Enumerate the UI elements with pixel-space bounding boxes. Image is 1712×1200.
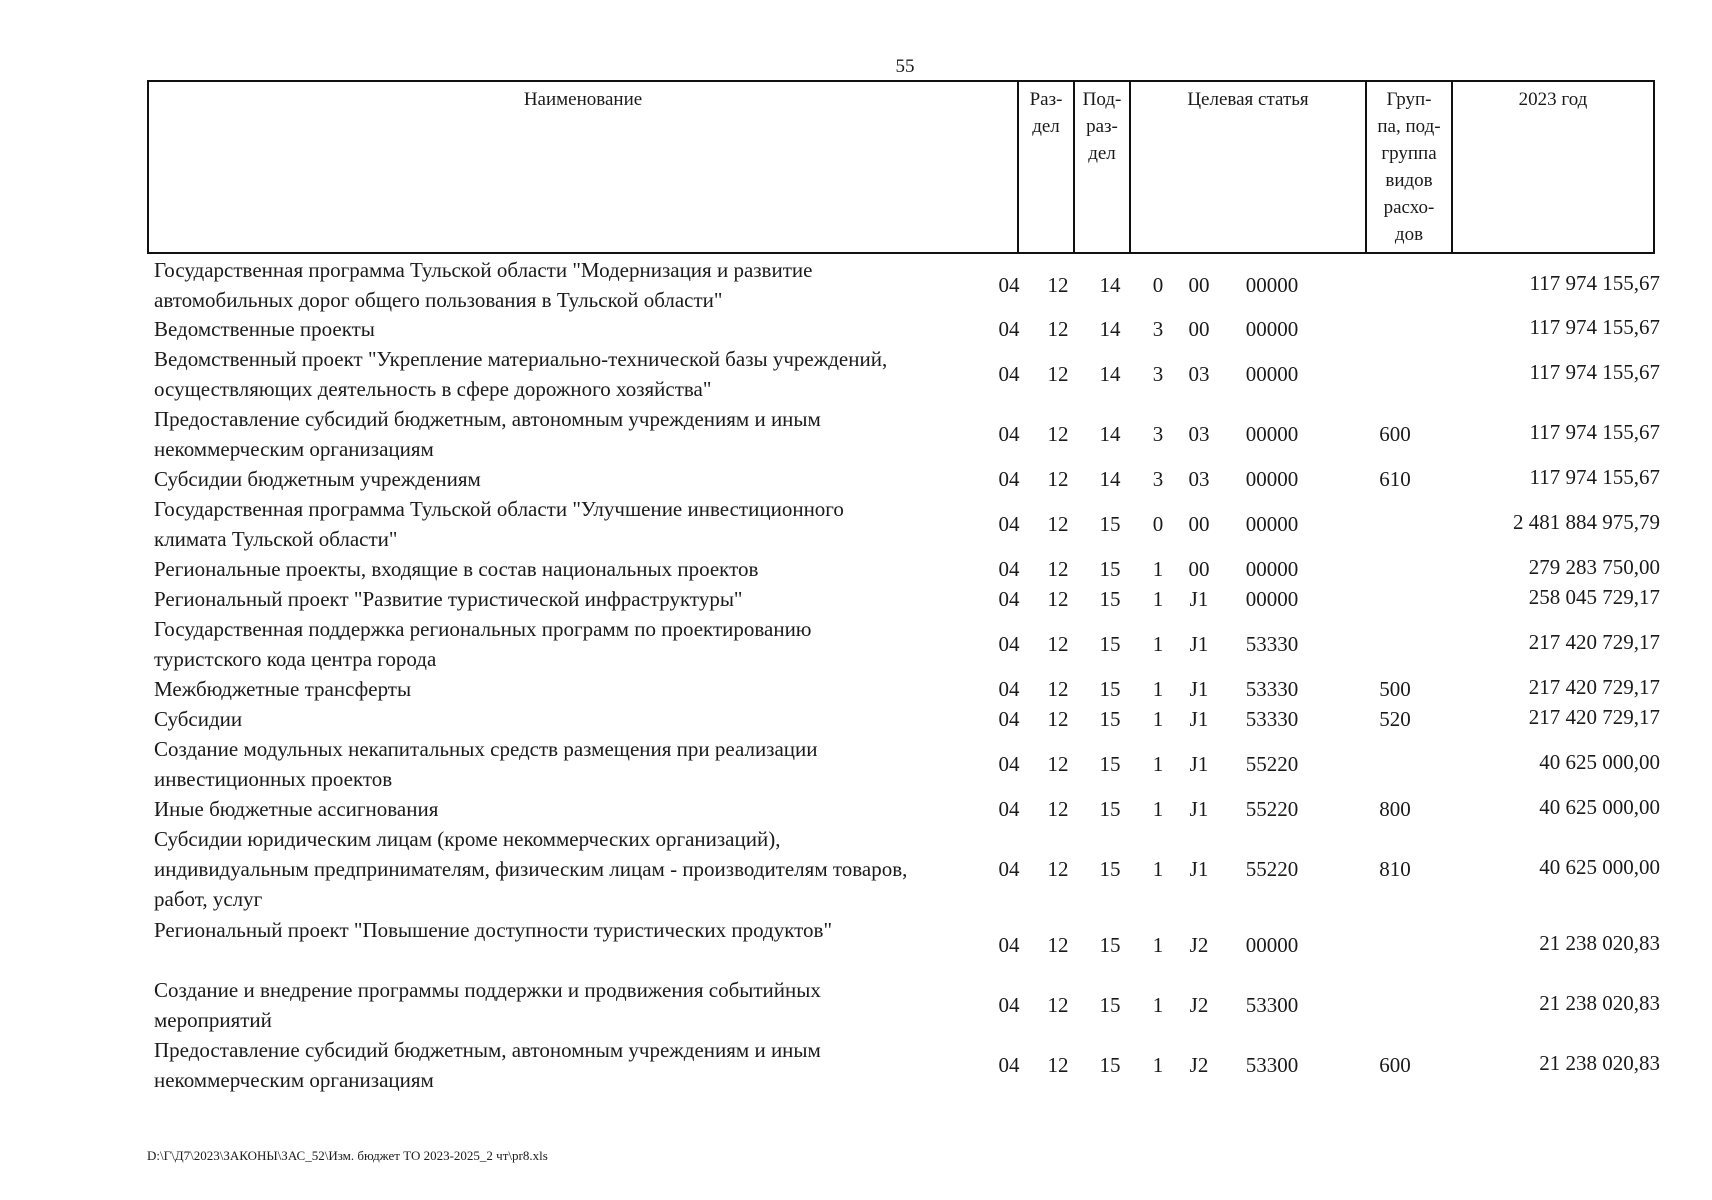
- row-rz: 04: [998, 317, 1020, 341]
- row-c2: 1: [1152, 677, 1164, 701]
- row-c2: 3: [1152, 467, 1164, 491]
- row-c1: 15: [1099, 993, 1121, 1017]
- table-row: [150, 494, 1660, 554]
- row-rz: 04: [998, 993, 1020, 1017]
- row-c3: J1: [1189, 587, 1209, 611]
- row-pr: 12: [1047, 1053, 1069, 1077]
- row-rz: 04: [998, 707, 1020, 731]
- row-rz: 04: [998, 677, 1020, 701]
- row-c2: 1: [1152, 797, 1164, 821]
- row-c1: 14: [1099, 422, 1121, 446]
- row-c4: 53330: [1245, 677, 1299, 701]
- row-amount: 21 238 020,83: [1539, 1051, 1660, 1075]
- row-name: Государственная программа Тульской области "Модернизация и развитие автомобильных дорог общего пользования в Тульской области": [154, 258, 813, 312]
- row-c1: 14: [1099, 467, 1121, 491]
- table-row: [150, 404, 1660, 464]
- header-group: Груп- па, под- группа видов расхо- дов: [1367, 82, 1453, 252]
- row-name: Региональные проекты, входящие в состав национальных проектов: [154, 557, 759, 581]
- row-rz: 04: [998, 857, 1020, 881]
- row-rz: 04: [998, 273, 1020, 297]
- row-c2: 0: [1152, 512, 1164, 536]
- table-row: [150, 674, 1660, 704]
- row-c1: 15: [1099, 1053, 1121, 1077]
- row-c1: 14: [1099, 273, 1121, 297]
- header-razdel: Раз- дел: [1019, 82, 1075, 252]
- row-pr: 12: [1047, 707, 1069, 731]
- table-row: [150, 464, 1660, 494]
- row-amount: 258 045 729,17: [1528, 585, 1660, 609]
- row-c2: 1: [1152, 857, 1164, 881]
- row-name: Предоставление субсидий бюджетным, автономным учреждениям и иным некоммерческим организациям: [154, 407, 821, 461]
- table-header: [147, 80, 1655, 254]
- row-pr: 12: [1047, 362, 1069, 386]
- row-c4: 00000: [1245, 933, 1299, 957]
- row-name: Межбюджетные трансферты: [154, 677, 412, 701]
- row-name: Субсидии юридическим лицам (кроме некоммерческих организаций), индивидуальным предпринимателям, физическим лицам - производителям товаров, работ, услуг: [154, 827, 908, 911]
- table-row: [150, 975, 1660, 1035]
- row-c1: 15: [1099, 557, 1121, 581]
- row-rz: 04: [998, 632, 1020, 656]
- row-c1: 14: [1099, 317, 1121, 341]
- row-pr: 12: [1047, 317, 1069, 341]
- header-year: 2023 год: [1518, 89, 1588, 110]
- row-c3: 03: [1188, 467, 1210, 491]
- table-row: [150, 704, 1660, 734]
- row-amount: 279 283 750,00: [1528, 555, 1660, 579]
- row-c4: 00000: [1245, 273, 1299, 297]
- row-c3: J1: [1189, 752, 1209, 776]
- row-name: Иные бюджетные ассигнования: [154, 797, 439, 821]
- row-c3: J2: [1189, 1053, 1209, 1077]
- row-pr: 12: [1047, 993, 1069, 1017]
- row-c4: 55220: [1245, 797, 1299, 821]
- row-name: Ведомственный проект "Укрепление материально-технической базы учреждений, осуществляющих деятельность в сфере дорожного хозяйства": [154, 347, 888, 401]
- row-c2: 1: [1152, 557, 1164, 581]
- row-amount: 217 420 729,17: [1528, 630, 1660, 654]
- row-pr: 12: [1047, 677, 1069, 701]
- row-c2: 1: [1152, 993, 1164, 1017]
- row-amount: 117 974 155,67: [1529, 420, 1660, 444]
- row-c4: 00000: [1245, 512, 1299, 536]
- table-row: [150, 344, 1660, 404]
- row-pr: 12: [1047, 933, 1069, 957]
- row-c3: 03: [1188, 362, 1210, 386]
- row-c3: 00: [1188, 273, 1210, 297]
- row-amount: 217 420 729,17: [1528, 705, 1660, 729]
- row-amount: 21 238 020,83: [1539, 931, 1660, 955]
- row-c4: 53330: [1245, 707, 1299, 731]
- row-vr: 600: [1379, 1053, 1411, 1077]
- row-c1: 15: [1099, 677, 1121, 701]
- row-amount: 40 625 000,00: [1539, 795, 1660, 819]
- row-c4: 00000: [1245, 587, 1299, 611]
- row-rz: 04: [998, 422, 1020, 446]
- row-c3: J1: [1189, 797, 1209, 821]
- row-c3: J1: [1189, 632, 1209, 656]
- row-rz: 04: [998, 752, 1020, 776]
- row-c3: J2: [1189, 993, 1209, 1017]
- row-c4: 00000: [1245, 467, 1299, 491]
- row-pr: 12: [1047, 587, 1069, 611]
- row-c3: 00: [1188, 512, 1210, 536]
- row-c2: 0: [1152, 273, 1164, 297]
- row-pr: 12: [1047, 273, 1069, 297]
- table-row: [150, 314, 1660, 344]
- row-rz: 04: [998, 1053, 1020, 1077]
- row-amount: 117 974 155,67: [1529, 360, 1660, 384]
- row-c4: 53300: [1245, 1053, 1299, 1077]
- row-name: Субсидии: [154, 707, 243, 731]
- row-vr: 520: [1379, 707, 1411, 731]
- row-rz: 04: [998, 512, 1020, 536]
- row-name: Создание и внедрение программы поддержки и продвижения событийных мероприятий: [154, 978, 821, 1032]
- header-podrazdel: Под- раз- дел: [1075, 82, 1131, 252]
- row-c3: J2: [1189, 933, 1209, 957]
- row-amount: 117 974 155,67: [1529, 271, 1660, 295]
- table-row: [150, 824, 1660, 914]
- row-c2: 1: [1152, 1053, 1164, 1077]
- row-vr: 810: [1379, 857, 1411, 881]
- row-vr: 500: [1379, 677, 1411, 701]
- row-name: Ведомственные проекты: [154, 317, 375, 341]
- row-c3: 00: [1188, 557, 1210, 581]
- row-c1: 15: [1099, 752, 1121, 776]
- row-rz: 04: [998, 587, 1020, 611]
- row-c4: 00000: [1245, 422, 1299, 446]
- row-c1: 15: [1099, 933, 1121, 957]
- row-amount: 117 974 155,67: [1529, 315, 1660, 339]
- row-c2: 3: [1152, 317, 1164, 341]
- row-name: Региональный проект "Развитие туристической инфраструктуры": [154, 587, 743, 611]
- table-row: [150, 255, 1660, 315]
- row-name: Создание модульных некапитальных средств размещения при реализации инвестиционных проектов: [154, 737, 818, 791]
- footer-path: D:\Г\Д7\2023\ЗАКОНЫ\ЗАС_52\Изм. бюджет ТО 2023-2025_2 чт\pr8.xls: [147, 1148, 548, 1163]
- row-c4: 00000: [1245, 362, 1299, 386]
- row-rz: 04: [998, 933, 1020, 957]
- row-c2: 3: [1152, 362, 1164, 386]
- row-amount: 2 481 884 975,79: [1513, 510, 1660, 534]
- table-row: [150, 1035, 1660, 1095]
- row-c4: 55220: [1245, 857, 1299, 881]
- row-c3: 00: [1188, 317, 1210, 341]
- row-c1: 15: [1099, 632, 1121, 656]
- row-c3: J1: [1189, 677, 1209, 701]
- row-amount: 217 420 729,17: [1528, 675, 1660, 699]
- row-c4: 55220: [1245, 752, 1299, 776]
- row-name: Предоставление субсидий бюджетным, автономным учреждениям и иным некоммерческим организациям: [154, 1038, 821, 1092]
- table-row: [150, 794, 1660, 824]
- row-c2: 1: [1152, 933, 1164, 957]
- row-pr: 12: [1047, 797, 1069, 821]
- row-amount: 40 625 000,00: [1539, 750, 1660, 774]
- row-rz: 04: [998, 362, 1020, 386]
- header-target: Целевая статья: [1131, 82, 1367, 252]
- header-name: Наименование: [149, 82, 1019, 252]
- row-amount: 40 625 000,00: [1539, 855, 1660, 879]
- row-vr: 600: [1379, 422, 1411, 446]
- row-pr: 12: [1047, 857, 1069, 881]
- row-rz: 04: [998, 557, 1020, 581]
- row-c1: 15: [1099, 707, 1121, 731]
- row-c1: 15: [1099, 797, 1121, 821]
- row-amount: 21 238 020,83: [1539, 991, 1660, 1015]
- table-row: [150, 915, 1660, 975]
- row-c2: 1: [1152, 707, 1164, 731]
- row-c4: 53330: [1245, 632, 1299, 656]
- row-c1: 14: [1099, 362, 1121, 386]
- row-c2: 1: [1152, 752, 1164, 776]
- page-number: 55: [895, 56, 915, 77]
- row-rz: 04: [998, 467, 1020, 491]
- row-rz: 04: [998, 797, 1020, 821]
- row-name: Региональный проект "Повышение доступности туристических продуктов": [154, 918, 833, 942]
- row-pr: 12: [1047, 557, 1069, 581]
- row-name: Государственная программа Тульской области "Улучшение инвестиционного климата Тульской области": [154, 497, 844, 551]
- row-c2: 3: [1152, 422, 1164, 446]
- row-c1: 15: [1099, 512, 1121, 536]
- row-c4: 00000: [1245, 317, 1299, 341]
- row-c3: 03: [1188, 422, 1210, 446]
- row-vr: 800: [1379, 797, 1411, 821]
- row-c4: 53300: [1245, 993, 1299, 1017]
- table-row: [150, 584, 1660, 614]
- row-pr: 12: [1047, 752, 1069, 776]
- row-c3: J1: [1189, 857, 1209, 881]
- row-c4: 00000: [1245, 557, 1299, 581]
- row-pr: 12: [1047, 467, 1069, 491]
- table-row: [150, 554, 1660, 584]
- row-c2: 1: [1152, 587, 1164, 611]
- row-amount: 117 974 155,67: [1529, 465, 1660, 489]
- row-name: Субсидии бюджетным учреждениям: [154, 467, 481, 491]
- row-vr: 610: [1379, 467, 1411, 491]
- row-pr: 12: [1047, 512, 1069, 536]
- table-row: [150, 614, 1660, 674]
- row-pr: 12: [1047, 632, 1069, 656]
- row-c2: 1: [1152, 632, 1164, 656]
- row-c1: 15: [1099, 857, 1121, 881]
- row-c3: J1: [1189, 707, 1209, 731]
- table-row: [150, 734, 1660, 794]
- row-pr: 12: [1047, 422, 1069, 446]
- row-name: Государственная поддержка региональных программ по проектированию туристского кода центра города: [154, 617, 812, 671]
- row-c1: 15: [1099, 587, 1121, 611]
